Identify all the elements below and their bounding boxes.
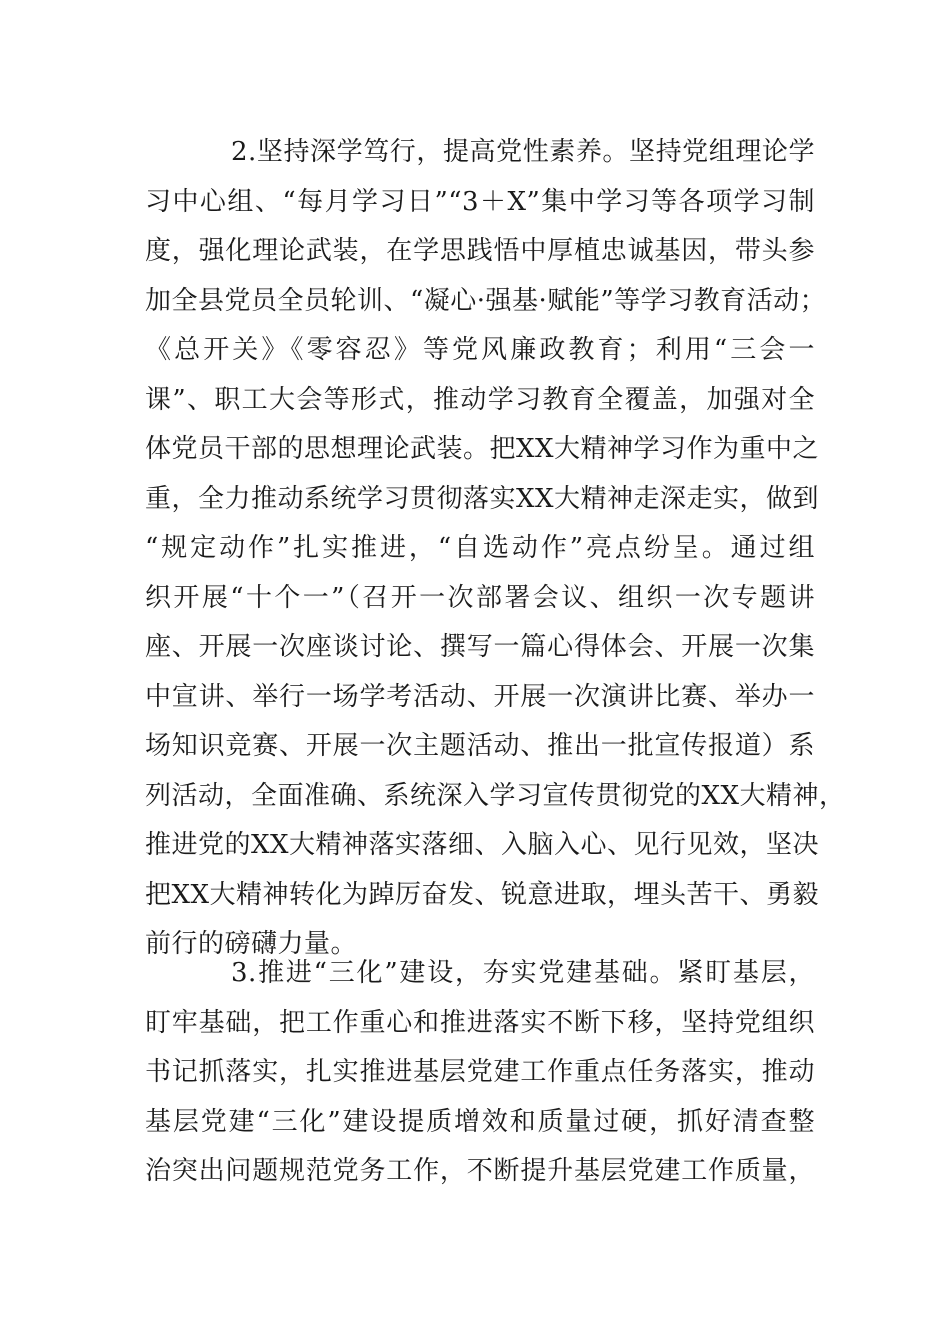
paragraph-line: 织开展“十个一”（召开一次部署会议、组织一次专题讲	[145, 582, 815, 613]
paragraph-line: 前行的磅礴力量。	[145, 929, 358, 959]
paragraph-line: 治突出问题规范党务工作，不断提升基层党建工作质量，	[145, 1156, 815, 1186]
paragraph-3	[145, 949, 815, 1197]
paragraph-line: 座、开展一次座谈讨论、撰写一篇心得体会、开展一次集	[145, 632, 815, 662]
paragraph-line: 中宣讲、举行一场学考活动、开展一次演讲比赛、举办一	[145, 681, 815, 712]
paragraph-line: 《总开关》《零容忍》等党风廉政教育；利用“三会一	[145, 335, 815, 365]
paragraph-line: “规定动作”扎实推进，“自选动作”亮点纷呈。通过组	[145, 533, 815, 563]
paragraph-line: 基层党建“三化”建设提质增效和质量过硬，抓好清查整	[145, 1106, 815, 1137]
paragraph-line: 2.坚持深学笃行，提高党性素养。坚持党组理论学	[231, 137, 815, 167]
paragraph-line: 场知识竞赛、开展一次主题活动、推出一批宣传报道）系	[145, 731, 815, 761]
paragraph-line: 盯牢基础，把工作重心和推进落实不断下移，坚持党组织	[145, 1007, 815, 1038]
paragraph-line: 3.推进“三化”建设，夯实党建基础。紧盯基层，	[231, 958, 815, 988]
paragraph-line: 推进党的XX大精神落实落细、入脑入心、见行见效，坚决	[145, 830, 820, 860]
paragraph-2	[145, 128, 846, 970]
paragraph-line: 习中心组、“每月学习日”“3＋X”集中学习等各项学习制	[145, 186, 815, 217]
paragraph-line: 度，强化理论武装，在学思践悟中厚植忠诚基因，带头参	[145, 236, 815, 266]
paragraph-line: 书记抓落实，扎实推进基层党建工作重点任务落实，推动	[145, 1057, 815, 1087]
paragraph-line: 课”、职工大会等形式，推动学习教育全覆盖，加强对全	[145, 384, 815, 415]
paragraph-line: 重，全力推动系统学习贯彻落实XX大精神走深走实，做到	[145, 483, 820, 514]
paragraph-line: 列活动，全面准确、系统深入学习宣传贯彻党的XX大精神，	[145, 780, 846, 811]
paragraph-line: 把XX大精神转化为踔厉奋发、锐意进取，埋头苦干、勇毅	[145, 879, 820, 910]
paragraph-line: 体党员干部的思想理论武装。把XX大精神学习作为重中之	[145, 434, 820, 464]
paragraph-line: 加全县党员全员轮训、“凝心·强基·赋能”等学习教育活动；	[145, 285, 827, 316]
